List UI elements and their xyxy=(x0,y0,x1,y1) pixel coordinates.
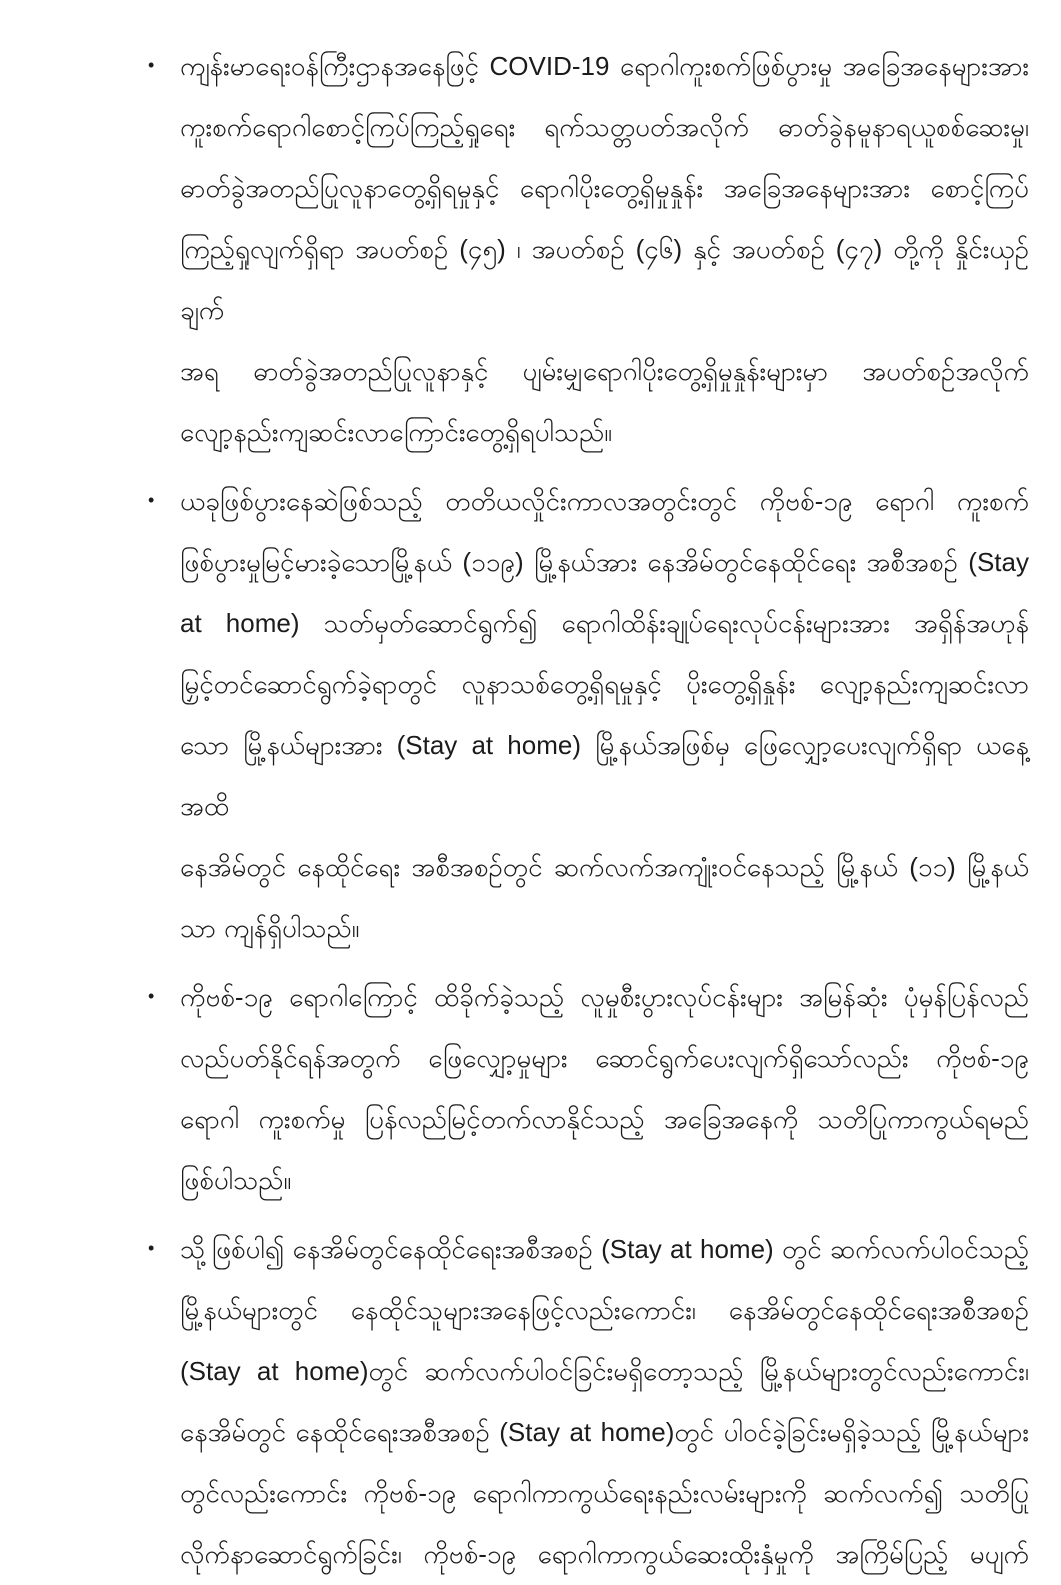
bullet-item xyxy=(148,1219,1029,1585)
text-line: ကူးစက်ရောဂါစောင့်ကြပ်ကြည့်ရှုရေး ရက်သတ္တပတ်အလိုက် ဓာတ်ခွဲနမူနာရယူစစ်ဆေးမှု၊ xyxy=(180,112,1029,142)
paragraph xyxy=(180,36,1029,463)
bullet-item xyxy=(148,967,1029,1211)
text-line: ကိုဗစ်-၁၉ ရောဂါကြောင့် ထိခိုက်ခဲ့သည့် လူမှုစီးပွားလုပ်ငန်းများ အမြန်ဆုံး ပုံမှန်ပြန်လည် xyxy=(180,982,1029,1012)
text-line: ယခုဖြစ်ပွားနေဆဲဖြစ်သည့် တတိယလှိုင်းကာလအတွင်းတွင် ကိုဗစ်-၁၉ ရောဂါ ကူးစက် xyxy=(180,486,1029,516)
text-line: သော မြို့နယ်များအား (Stay at home) မြို့နယ်အဖြစ်မှ ဖြေလျှော့ပေးလျက်ရှိရာ ယနေ့အထိ xyxy=(180,730,1029,821)
text-line: ကျန်းမာရေးဝန်ကြီးဌာနအနေဖြင့် COVID-19 ရောဂါကူးစက်ဖြစ်ပွားမှု အခြေအနေများအား xyxy=(180,51,1029,81)
text-line: မြှင့်တင်ဆောင်ရွက်ခဲ့ရာတွင် လူနာသစ်တွေ့ရှိရမှုနှင့် ပိုးတွေ့ရှိနှုန်း လျော့နည်းကျဆင်းလာ xyxy=(180,669,1029,699)
text-line: ဓာတ်ခွဲအတည်ပြုလူနာတွေ့ရှိရမှုနှင့် ရောဂါပိုးတွေ့ရှိမှုနှုန်း အခြေအနေများအား စောင့်ကြပ် xyxy=(180,173,1029,203)
bullet-icon: • xyxy=(148,55,155,75)
bullet-icon: • xyxy=(148,986,155,1006)
bullet-list xyxy=(148,36,1029,1585)
bullet-item xyxy=(148,36,1029,463)
text-line: သို့ဖြစ်ပါ၍ နေအိမ်တွင်နေထိုင်ရေးအစီအစဉ် (Stay at home) တွင် ဆက်လက်ပါဝင်သည့် xyxy=(180,1234,1029,1264)
text-line: (Stay at home)တွင် ဆက်လက်ပါဝင်ခြင်းမရှိတော့သည့် မြို့နယ်များတွင်လည်းကောင်း၊ xyxy=(180,1356,1029,1386)
paragraph xyxy=(180,1219,1029,1585)
text-line: သာ ကျန်ရှိပါသည်။ xyxy=(180,913,360,943)
text-line: လည်ပတ်နိုင်ရန်အတွက် ဖြေလျှော့မှုများ ဆောင်ရွက်ပေးလျက်ရှိသော်လည်း ကိုဗစ်-၁၉ xyxy=(180,1043,1029,1073)
text-line: နေအိမ်တွင် နေထိုင်ရေးအစီအစဉ် (Stay at home)တွင် ပါဝင်ခဲ့ခြင်းမရှိခဲ့သည့် မြို့နယ်များ xyxy=(180,1417,1029,1447)
text-line: လျော့နည်းကျဆင်းလာကြောင်းတွေ့ရှိရပါသည်။ xyxy=(180,417,613,447)
text-line: မြို့နယ်များတွင် နေထိုင်သူများအနေဖြင့်လည်းကောင်း၊ နေအိမ်တွင်နေထိုင်ရေးအစီအစဉ် xyxy=(180,1295,1029,1325)
text-line: နေအိမ်တွင် နေထိုင်ရေး အစီအစဉ်တွင် ဆက်လက်အကျုံးဝင်နေသည့် မြို့နယ် (၁၁) မြို့နယ် xyxy=(180,852,1029,882)
text-line: လိုက်နာဆောင်ရွက်ခြင်း၊ ကိုဗစ်-၁၉ ရောဂါကာကွယ်ဆေးထိုးနှံမှုကို အကြိမ်ပြည့် မပျက် xyxy=(180,1539,1029,1569)
bullet-icon: • xyxy=(148,490,155,510)
bullet-item xyxy=(148,471,1029,959)
bullet-icon: • xyxy=(148,1238,155,1258)
text-line: တွင်လည်းကောင်း ကိုဗစ်-၁၉ ရောဂါကာကွယ်ရေးနည်းလမ်းများကို ဆက်လက်၍ သတိပြု xyxy=(180,1478,1029,1508)
text-line: ဖြစ်ပွားမှုမြင့်မားခဲ့သောမြို့နယ် (၁၁၉) မြို့နယ်အား နေအိမ်တွင်နေထိုင်ရေး အစီအစဉ် (Stay xyxy=(180,547,1029,577)
text-line: ကြည့်ရှုလျက်ရှိရာ အပတ်စဉ် (၄၅) ၊ အပတ်စဉ် (၄၆) နှင့် အပတ်စဉ် (၄၇) တို့ကို နှိုင်းယှဉ်ချက် xyxy=(180,234,1029,325)
text-line: ဖြစ်ပါသည်။ xyxy=(180,1165,292,1195)
text-line: at home) သတ်မှတ်ဆောင်ရွက်၍ ရောဂါထိန်းချုပ်ရေးလုပ်ငန်းများအား အရှိန်အဟုန် xyxy=(180,608,1029,638)
paragraph xyxy=(180,471,1029,959)
paragraph xyxy=(180,967,1029,1211)
text-line: ရောဂါ ကူးစက်မှု ပြန်လည်မြင့်တက်လာနိုင်သည့် အခြေအနေကို သတိပြုကာကွယ်ရမည် xyxy=(180,1104,1029,1134)
text-line: အရ ဓာတ်ခွဲအတည်ပြုလူနာနှင့် ပျမ်းမျှရောဂါပိုးတွေ့ရှိမှုနှုန်းများမှာ အပတ်စဉ်အလိုက် xyxy=(180,356,1029,386)
